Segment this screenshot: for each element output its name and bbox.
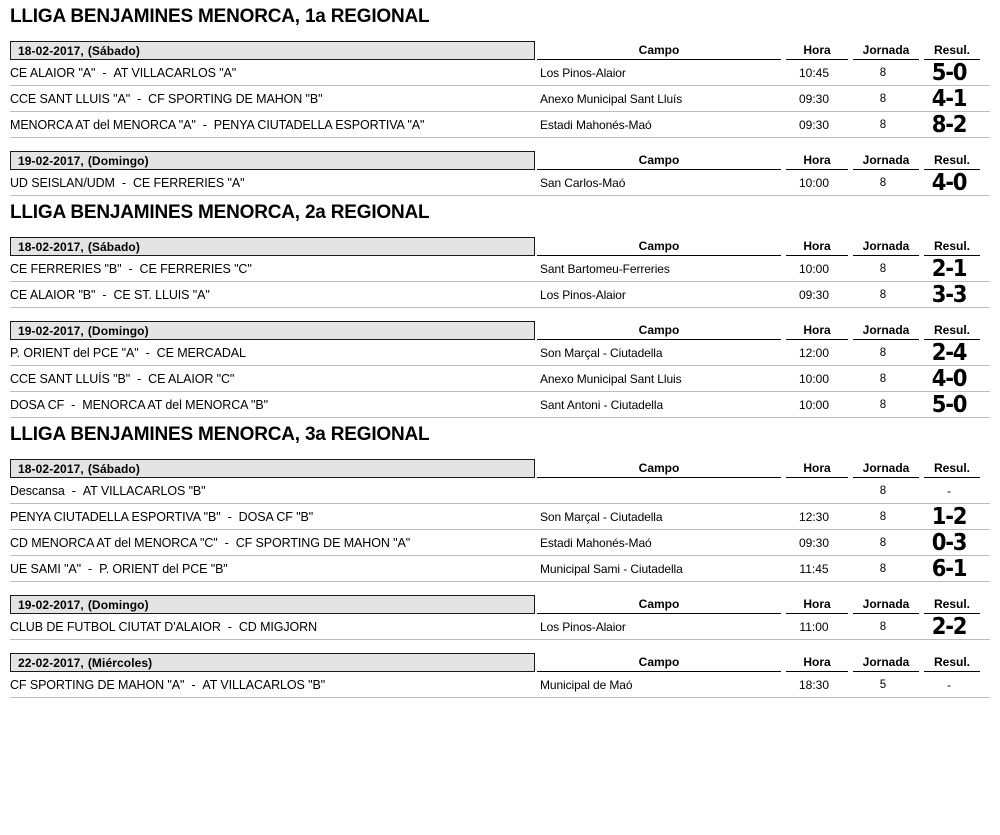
column-header-jornada: Jornada: [853, 239, 919, 256]
day-text: (Sábado): [87, 461, 140, 476]
home-team: CE FERRERIES "B": [10, 261, 122, 276]
match-time: 18:30: [798, 677, 830, 692]
match-result: 4-0: [931, 365, 967, 392]
match-result: 8-2: [931, 111, 967, 138]
vs-separator: -: [102, 287, 107, 302]
match-result: 5-0: [931, 59, 967, 86]
date-text: 19-02-2017,: [18, 153, 84, 168]
match-teams: [10, 562, 537, 576]
table-row: [10, 556, 990, 582]
column-header-jornada: Jornada: [853, 597, 919, 614]
match-result: 5-0: [931, 391, 967, 418]
match-rows: [10, 340, 990, 418]
match-teams: [10, 288, 537, 302]
home-team: Descansa: [10, 483, 65, 498]
table-row: [10, 530, 990, 556]
vs-separator: -: [202, 117, 207, 132]
date-text: 19-02-2017,: [18, 323, 84, 338]
match-matchday: 8: [879, 118, 887, 131]
day-text: (Sábado): [87, 239, 140, 254]
away-team: CE ST. LLUIS "A": [113, 287, 210, 302]
match-matchday: 8: [879, 510, 887, 523]
home-team: UD SEISLAN/UDM: [10, 175, 115, 190]
home-team: UE SAMI "A": [10, 561, 81, 576]
away-team: DOSA CF "B": [238, 509, 314, 524]
date-block: [10, 652, 990, 698]
date-text: 22-02-2017,: [18, 655, 84, 670]
vs-separator: -: [227, 509, 232, 524]
match-time: 12:30: [798, 509, 830, 524]
date-block: [10, 458, 990, 582]
match-venue: Son Marçal - Ciutadella: [540, 509, 663, 524]
column-header-resul: Resul.: [924, 153, 980, 170]
match-time: 10:45: [798, 65, 830, 80]
date-block: [10, 150, 990, 196]
match-venue: Municipal Sami - Ciutadella: [540, 561, 683, 576]
home-team: PENYA CIUTADELLA ESPORTIVA "B": [10, 509, 221, 524]
match-venue: San Carlos-Maó: [540, 175, 626, 190]
away-team: CE FERRERIES "C": [139, 261, 252, 276]
column-header-hora: Hora: [786, 655, 848, 672]
date-header-row: [10, 236, 990, 256]
match-result: 2-4: [931, 339, 967, 366]
date-text: 18-02-2017,: [18, 43, 84, 58]
match-venue: Municipal de Maó: [540, 677, 633, 692]
match-rows: [10, 672, 990, 698]
match-teams: [10, 66, 537, 80]
vs-separator: -: [224, 535, 229, 550]
column-header-campo: Campo: [537, 655, 781, 672]
away-team: MENORCA AT del MENORCA "B": [82, 397, 268, 412]
vs-separator: -: [137, 91, 142, 106]
away-team: AT VILLACARLOS "B": [202, 677, 326, 692]
vs-separator: -: [227, 619, 232, 634]
match-venue: Anexo Municipal Sant Lluís: [540, 91, 683, 106]
column-header-campo: Campo: [537, 323, 781, 340]
match-time: 10:00: [798, 397, 830, 412]
vs-separator: -: [102, 65, 107, 80]
match-matchday: 8: [879, 620, 887, 633]
table-row: [10, 60, 990, 86]
match-venue: Estadi Mahonés-Maó: [540, 117, 652, 132]
match-time: 09:30: [798, 287, 830, 302]
column-header-campo: Campo: [537, 153, 781, 170]
date-header-row: [10, 458, 990, 478]
match-result: 2-1: [931, 255, 967, 282]
home-team: CCE SANT LLUÍS "B": [10, 371, 131, 386]
column-header-campo: Campo: [537, 461, 781, 478]
match-time: 12:00: [798, 345, 830, 360]
away-team: PENYA CIUTADELLA ESPORTIVA "A": [213, 117, 425, 132]
match-result: -: [947, 483, 951, 498]
date-block: [10, 594, 990, 640]
column-header-resul: Resul.: [924, 323, 980, 340]
table-row: [10, 86, 990, 112]
column-header-campo: Campo: [537, 597, 781, 614]
match-venue: Sant Bartomeu-Ferreries: [540, 261, 670, 276]
column-header-resul: Resul.: [924, 43, 980, 60]
match-result: 0-3: [931, 529, 967, 556]
column-header-hora: Hora: [786, 153, 848, 170]
match-venue: Estadi Mahonés-Maó: [540, 535, 652, 550]
table-row: [10, 256, 990, 282]
date-badge: [10, 151, 535, 170]
column-headers: [537, 151, 990, 170]
match-time: 09:30: [798, 117, 830, 132]
league-block: [10, 418, 990, 698]
away-team: P. ORIENT del PCE "B": [99, 561, 228, 576]
vs-separator: -: [137, 371, 142, 386]
column-header-hora: Hora: [786, 323, 848, 340]
away-team: CD MIGJORN: [238, 619, 318, 634]
away-team: CE FERRERIES "A": [132, 175, 245, 190]
table-row: [10, 366, 990, 392]
home-team: DOSA CF: [10, 397, 65, 412]
match-time: 11:45: [799, 561, 829, 576]
away-team: CF SPORTING DE MAHON "A": [235, 535, 411, 550]
vs-separator: -: [121, 175, 126, 190]
table-row: [10, 478, 990, 504]
match-rows: [10, 170, 990, 196]
table-row: [10, 392, 990, 418]
date-header-row: [10, 652, 990, 672]
home-team: P. ORIENT del PCE "A": [10, 345, 139, 360]
column-headers: [537, 459, 990, 478]
table-row: [10, 614, 990, 640]
match-time: 10:00: [798, 261, 830, 276]
match-matchday: 8: [879, 346, 887, 359]
column-header-resul: Resul.: [924, 461, 980, 478]
match-venue: Los Pinos-Alaior: [540, 287, 626, 302]
match-time: 09:30: [798, 91, 830, 106]
home-team: CCE SANT LLUIS "A": [10, 91, 131, 106]
column-header-jornada: Jornada: [853, 43, 919, 60]
home-team: CF SPORTING DE MAHON "A": [10, 677, 185, 692]
vs-separator: -: [71, 483, 76, 498]
match-result: 1-2: [931, 503, 967, 530]
column-header-campo: Campo: [537, 43, 781, 60]
match-teams: [10, 346, 537, 360]
date-text: 18-02-2017,: [18, 239, 84, 254]
day-text: (Domingo): [87, 153, 149, 168]
vs-separator: -: [71, 397, 76, 412]
match-teams: [10, 398, 537, 412]
column-headers: [537, 595, 990, 614]
match-venue: Los Pinos-Alaior: [540, 619, 626, 634]
match-teams: [10, 510, 537, 524]
day-text: (Domingo): [87, 597, 149, 612]
home-team: CE ALAIOR "B": [10, 287, 96, 302]
match-teams: [10, 536, 537, 550]
match-result: 3-3: [931, 281, 967, 308]
match-teams: [10, 484, 537, 498]
column-header-jornada: Jornada: [853, 153, 919, 170]
match-matchday: 8: [879, 92, 887, 105]
column-header-resul: Resul.: [924, 597, 980, 614]
day-text: (Miércoles): [87, 655, 153, 670]
table-row: [10, 340, 990, 366]
match-result: 6-1: [931, 555, 967, 582]
column-headers: [537, 321, 990, 340]
vs-separator: -: [87, 561, 93, 576]
vs-separator: -: [191, 677, 196, 692]
away-team: CF SPORTING DE MAHON "B": [148, 91, 323, 106]
day-text: (Domingo): [87, 323, 149, 338]
home-team: MENORCA AT del MENORCA "A": [10, 117, 196, 132]
match-result: -: [947, 677, 951, 692]
home-team: CD MENORCA AT del MENORCA "C": [10, 535, 218, 550]
match-teams: [10, 372, 537, 386]
date-text: 19-02-2017,: [18, 597, 84, 612]
match-teams: [10, 92, 537, 106]
date-badge: [10, 237, 535, 256]
league-block: [10, 0, 990, 196]
league-title: LLIGA BENJAMINES MENORCA, 2a REGIONAL: [10, 202, 430, 223]
match-matchday: 8: [879, 484, 887, 497]
away-team: CE MERCADAL: [156, 345, 246, 360]
date-badge: [10, 653, 535, 672]
away-team: AT VILLACARLOS "B": [82, 483, 206, 498]
date-block: [10, 236, 990, 308]
match-time: 11:00: [799, 619, 829, 634]
match-result: 2-2: [931, 613, 967, 640]
away-team: CE ALAIOR "C": [148, 371, 235, 386]
match-result: 4-1: [931, 85, 967, 112]
match-rows: [10, 478, 990, 582]
column-header-hora: Hora: [786, 43, 848, 60]
date-header-row: [10, 40, 990, 60]
match-rows: [10, 60, 990, 138]
match-matchday: 5: [879, 678, 887, 691]
match-matchday: 8: [879, 176, 887, 189]
column-header-hora: Hora: [786, 239, 848, 256]
match-matchday: 8: [879, 288, 887, 301]
date-header-row: [10, 594, 990, 614]
date-header-row: [10, 150, 990, 170]
match-venue: Sant Antoni - Ciutadella: [540, 397, 664, 412]
column-headers: [537, 237, 990, 256]
league-title: LLIGA BENJAMINES MENORCA, 3a REGIONAL: [10, 424, 430, 445]
date-text: 18-02-2017,: [18, 461, 84, 476]
match-venue: Anexo Municipal Sant Lluis: [540, 371, 682, 386]
date-block: [10, 320, 990, 418]
column-header-campo: Campo: [537, 239, 781, 256]
table-row: [10, 672, 990, 698]
match-teams: [10, 678, 537, 692]
match-venue: Los Pinos-Alaior: [540, 65, 626, 80]
match-venue: Son Marçal - Ciutadella: [540, 345, 663, 360]
match-rows: [10, 614, 990, 640]
table-row: [10, 112, 990, 138]
column-header-jornada: Jornada: [853, 323, 919, 340]
away-team: AT VILLACARLOS "A": [113, 65, 237, 80]
home-team: CE ALAIOR "A": [10, 65, 96, 80]
column-header-jornada: Jornada: [853, 461, 919, 478]
column-header-hora: Hora: [786, 597, 848, 614]
column-header-resul: Resul.: [924, 655, 980, 672]
table-row: [10, 282, 990, 308]
match-matchday: 8: [879, 562, 887, 575]
vs-separator: -: [128, 261, 133, 276]
match-teams: [10, 118, 537, 132]
date-badge: [10, 459, 535, 478]
vs-separator: -: [145, 345, 150, 360]
table-row: [10, 504, 990, 530]
match-rows: [10, 256, 990, 308]
match-time: 10:00: [798, 175, 830, 190]
date-block: [10, 40, 990, 138]
match-matchday: 8: [879, 536, 887, 549]
column-header-hora: Hora: [786, 461, 848, 478]
column-headers: [537, 653, 990, 672]
match-teams: [10, 262, 537, 276]
match-time: 09:30: [798, 535, 830, 550]
date-header-row: [10, 320, 990, 340]
match-teams: [10, 176, 537, 190]
table-row: [10, 170, 990, 196]
league-block: [10, 196, 990, 418]
match-teams: [10, 620, 537, 634]
match-matchday: 8: [879, 372, 887, 385]
day-text: (Sábado): [87, 43, 140, 58]
match-result: 4-0: [931, 169, 967, 196]
home-team: CLUB DE FUTBOL CIUTAT D'ALAIOR: [10, 619, 221, 634]
match-matchday: 8: [879, 66, 887, 79]
column-header-jornada: Jornada: [853, 655, 919, 672]
date-badge: [10, 321, 535, 340]
match-time: 10:00: [798, 371, 830, 386]
league-title: LLIGA BENJAMINES MENORCA, 1a REGIONAL: [10, 6, 430, 27]
column-header-resul: Resul.: [924, 239, 980, 256]
date-badge: [10, 41, 535, 60]
match-matchday: 8: [879, 398, 887, 411]
match-matchday: 8: [879, 262, 887, 275]
column-headers: [537, 41, 990, 60]
date-badge: [10, 595, 535, 614]
